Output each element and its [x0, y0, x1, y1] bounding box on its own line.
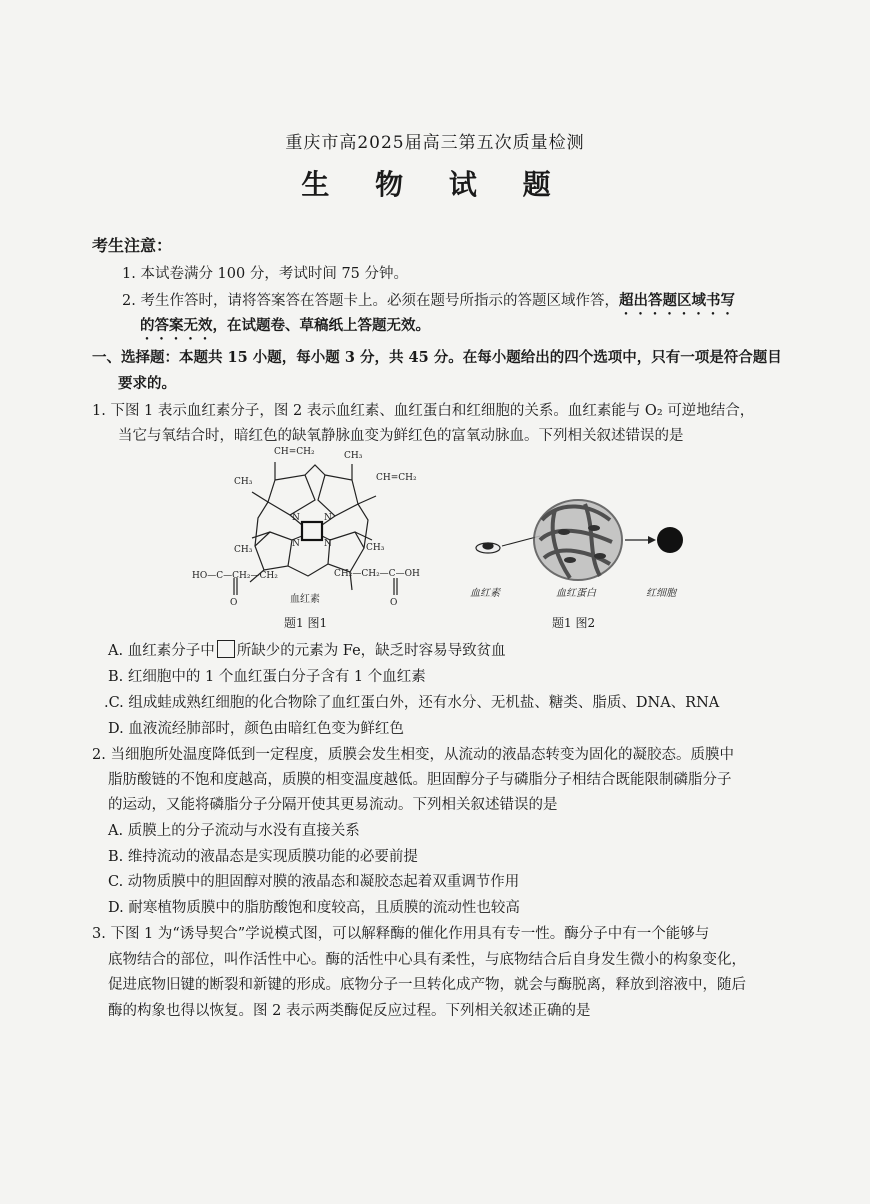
label-left-chain: HO—C—CH₂—CH₂ [192, 571, 278, 581]
label-ch3-right2: CH₃ [366, 543, 385, 553]
arrow-head-2 [648, 536, 656, 544]
pyrrole-ring-bottom-right [328, 532, 364, 572]
q1-figure1-caption: 题1 图1 [284, 616, 328, 630]
label-ch-ch2-top: CH=CH₂ [274, 447, 315, 457]
label-n3: N [292, 539, 300, 549]
label-right-chain: CH₂—CH₂—C—OH [334, 569, 420, 579]
q3-stem-line3: 促进底物旧键的断裂和新键的形成。底物分子一旦转化成产物，就会与酶脱离，释放到溶液中，随后 [108, 977, 746, 993]
red-blood-cell-icon [657, 527, 683, 553]
label-ch3-top: CH₃ [344, 451, 363, 461]
q3-stem-line2: 底物结合的部位，叫作活性中心。酶的活性中心具有柔性，与底物结合后自身发生微小的构象变化， [108, 952, 746, 968]
label-o-right: O [390, 598, 398, 608]
label-rbc: 红细胞 [646, 588, 676, 599]
notice-item-2: 2. 考生作答时，请将答案答在答题卡上。必须在题号所指示的答题区域作答，超出答题区域书写 [122, 292, 735, 309]
q3-stem-line4: 酶的构象也得以恢复。图 2 表示两类酶促反应过程。下列相关叙述正确的是 [108, 1003, 591, 1019]
subject-title: 生 物 试 题 [301, 168, 569, 201]
missing-element-box [302, 522, 322, 540]
q1-figure2-caption: 题1 图2 [552, 616, 596, 630]
label-heme: 血红素 [290, 594, 320, 605]
exam-name: 重庆市高2025届高三第五次质量检测 [285, 133, 585, 153]
label-n1: N [292, 513, 300, 523]
q1-option-c: .C. 组成蛙成熟红细胞的化合物除了血红蛋白外，还有水分、无机盐、糖类、脂质、DNA、RNA [104, 695, 720, 711]
label-o-left: O [230, 598, 238, 608]
label-ch3-left2: CH₃ [234, 545, 253, 555]
label-hemoglobin: 血红蛋白 [556, 588, 596, 599]
q2-stem-line1: 2. 当细胞所处温度降低到一定程度，质膜会发生相变，从流动的液晶态转变为固化的凝胶态。质膜中 [92, 747, 734, 763]
q2-option-d: D. 耐寒植物质膜中的脂肪酸饱和度较高，且质膜的流动性也较高 [108, 900, 520, 916]
label-heme-fig2: 血红素 [470, 588, 500, 599]
q1-option-d: D. 血液流经肺部时，颜色由暗红色变为鲜红色 [108, 721, 404, 737]
blank-box-icon [217, 640, 235, 658]
label-ch3-left: CH₃ [234, 477, 253, 487]
notice-item-1: 1. 本试卷满分 100 分，考试时间 75 分钟。 [122, 266, 409, 282]
q1-option-b: B. 红细胞中的 1 个血红蛋白分子含有 1 个血红素 [108, 669, 426, 685]
q1-figure1-heme [180, 440, 440, 630]
pyrrole-ring-bottom-left [255, 532, 292, 570]
q1-stem-line1: 1. 下图 1 表示血红素分子，图 2 表示血红素、血红蛋白和红细胞的关系。血红素能与 O₂ 可逆地结合， [92, 403, 755, 419]
label-ch-ch2-right: CH=CH₂ [376, 473, 417, 483]
pyrrole-ring-top-right [318, 475, 358, 516]
q2-stem-line3: 的运动，又能将磷脂分子分隔开使其更易流动。下列相关叙述错误的是 [108, 797, 558, 813]
section-1-heading: 一、选择题：本题共 15 小题，每小题 3 分，共 45 分。在每小题给出的四个选项中，只有一项是符合题目 [92, 349, 782, 366]
label-n4: N [324, 539, 332, 549]
q2-stem-line2: 脂肪酸链的不饱和度越高，质膜的相变温度越低。胆固醇分子与磷脂分子相结合既能限制磷脂分子 [108, 772, 732, 788]
q2-option-c: C. 动物质膜中的胆固醇对膜的液晶态和凝胶态起着双重调节作用 [108, 874, 520, 890]
q2-option-a: A. 质膜上的分子流动与水没有直接关系 [108, 823, 360, 839]
q1-figure2 [460, 480, 710, 610]
heme-small-icon [476, 543, 500, 553]
notice-item-2-cont: 的答案无效，在试题卷、草稿纸上答题无效。 [140, 317, 430, 334]
q1-stem-line2: 当它与氧结合时，暗红色的缺氧静脉血变为鲜红色的富氧动脉血。下列相关叙述错误的是 [118, 428, 684, 444]
pyrrole-ring-top-left [268, 475, 315, 515]
hemoglobin-icon [534, 500, 622, 580]
section-1-heading-cont: 要求的。 [118, 375, 176, 392]
notice-title: 考生注意： [92, 236, 173, 255]
q3-stem-line1: 3. 下图 1 为“诱导契合”学说模式图，可以解释酶的催化作用具有专一性。酶分子中有一个能够与 [92, 926, 710, 942]
q2-option-b: B. 维持流动的液晶态是实现质膜功能的必要前提 [108, 849, 418, 865]
label-n2: N [324, 513, 332, 523]
q1-option-a: A. 血红素分子中 所缺少的元素为 Fe，缺乏时容易导致贫血 [108, 639, 506, 660]
